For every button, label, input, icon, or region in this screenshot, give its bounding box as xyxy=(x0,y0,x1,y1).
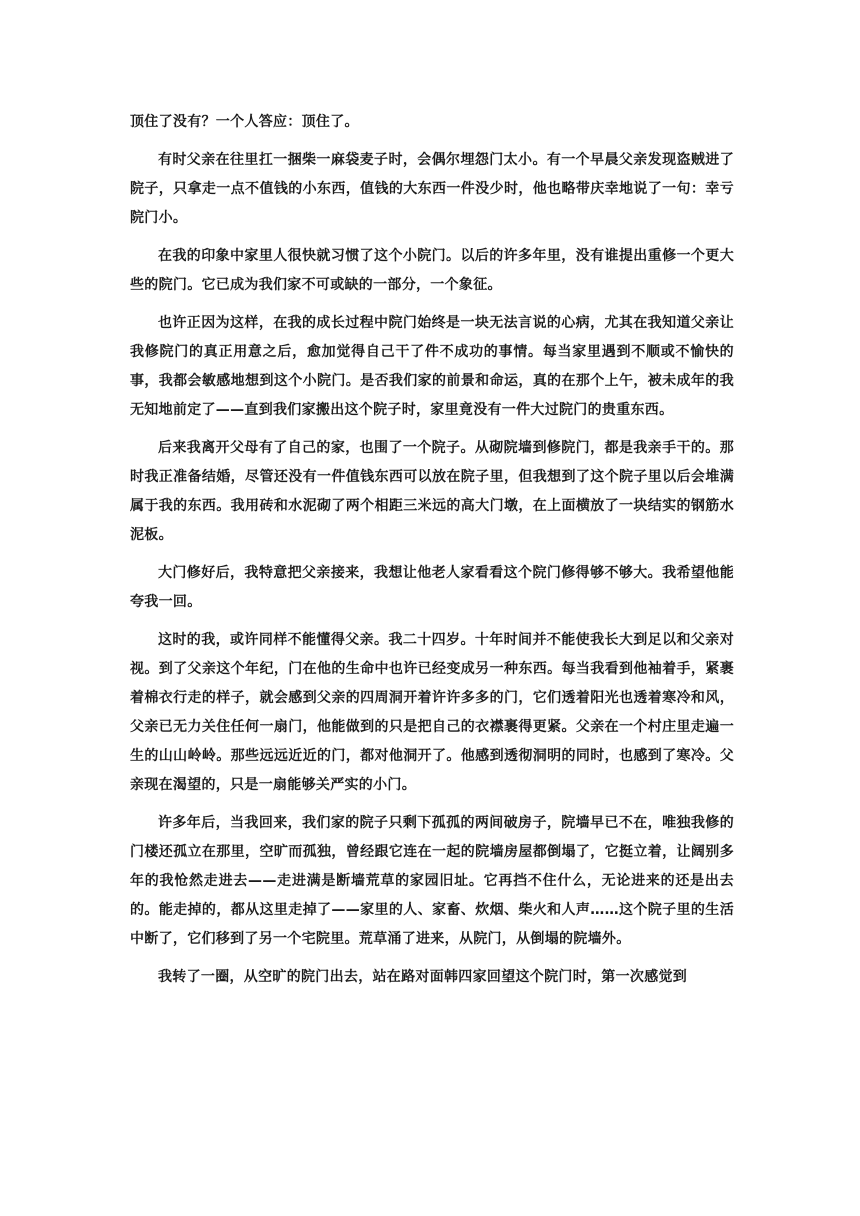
paragraph-3: 在我的印象中家里人很快就习惯了这个小院门。以后的许多年里，没有谁提出重修一个更大些的院门。它已成为我们家不可或缺的一部分，一个象征。 xyxy=(130,248,734,293)
paragraph-5: 后来我离开父母有了自己的家，也围了一个院子。从砌院墙到修院门，都是我亲手干的。那时我正准备结婚，尽管还没有一件值钱东西可以放在院子里，但我想到了这个院子里以后会堆满属于我的东西。我用砖和水泥砌了两个相距三米远的高大门墩，在上面横放了一块结实的钢筋水泥板。 xyxy=(130,440,734,543)
paragraph-7: 这时的我，或许同样不能懂得父亲。我二十四岁。十年时间并不能使我长大到足以和父亲对视。到了父亲这个年纪，门在他的生命中也许已经变成另一种东西。每当我看到他袖着手，紧裹着棉衣行走的样子，就会感到父亲的四周洞开着许许多多的门，它们透着阳光也透着寒冷和风，父亲已无力关住任何一扇门，他能做到的只是把自己的衣襟裹得更紧。父亲在一个村庄里走遍一生的山山岭岭。那些远远近近的门，都对他洞开了。他感到透彻洞明的同时，也感到了寒冷。父亲现在渴望的，只是一扇能够关严实的小门。 xyxy=(130,632,734,793)
paragraph-2: 有时父亲在往里扛一捆柴一麻袋麦子时，会偶尔埋怨门太小。有一个早晨父亲发现盗贼进了院子，只拿走一点不值钱的小东西，值钱的大东西一件没少时，他也略带庆幸地说了一句：幸亏院门小。 xyxy=(130,152,734,226)
paragraph-6: 大门修好后，我特意把父亲接来，我想让他老人家看看这个院门修得够不够大。我希望他能夸我一回。 xyxy=(130,565,734,610)
paragraph-1: 顶住了没有？一个人答应：顶住了。 xyxy=(130,114,359,130)
paragraph-9: 我转了一圈，从空旷的院门出去，站在路对面韩四家回望这个院门时，第一次感觉到 xyxy=(158,969,688,985)
paragraph-8: 许多年后，当我回来，我们家的院子只剩下孤孤的两间破房子，院墙早已不在，唯独我修的门楼还孤立在那里，空旷而孤独，曾经跟它连在一起的院墙房屋都倒塌了，它挺立着，让阔别多年的我怆然走进去——走进满是断墙荒草的家园旧址。它再挡不住什么，无论进来的还是出去的。能走掉的，都从这里走掉了——家里的人、家畜、炊烟、柴火和人声……这个院子里的生活中断了，它们移到了另一个宅院里。荒草涌了进来，从院门，从倒塌的院墙外。 xyxy=(130,815,734,947)
paragraph-4: 也许正因为这样，在我的成长过程中院门始终是一块无法言说的心病，尤其在我知道父亲让我修院门的真正用意之后，愈加觉得自己干了件不成功的事情。每当家里遇到不顺或不愉快的事，我都会敏感地想到这个小院门。是否我们家的前景和命运，真的在那个上午，被未成年的我无知地前定了——直到我们家搬出这个院子时，家里竟没有一件大过院门的贵重东西。 xyxy=(130,315,734,418)
article-body xyxy=(130,108,734,1001)
